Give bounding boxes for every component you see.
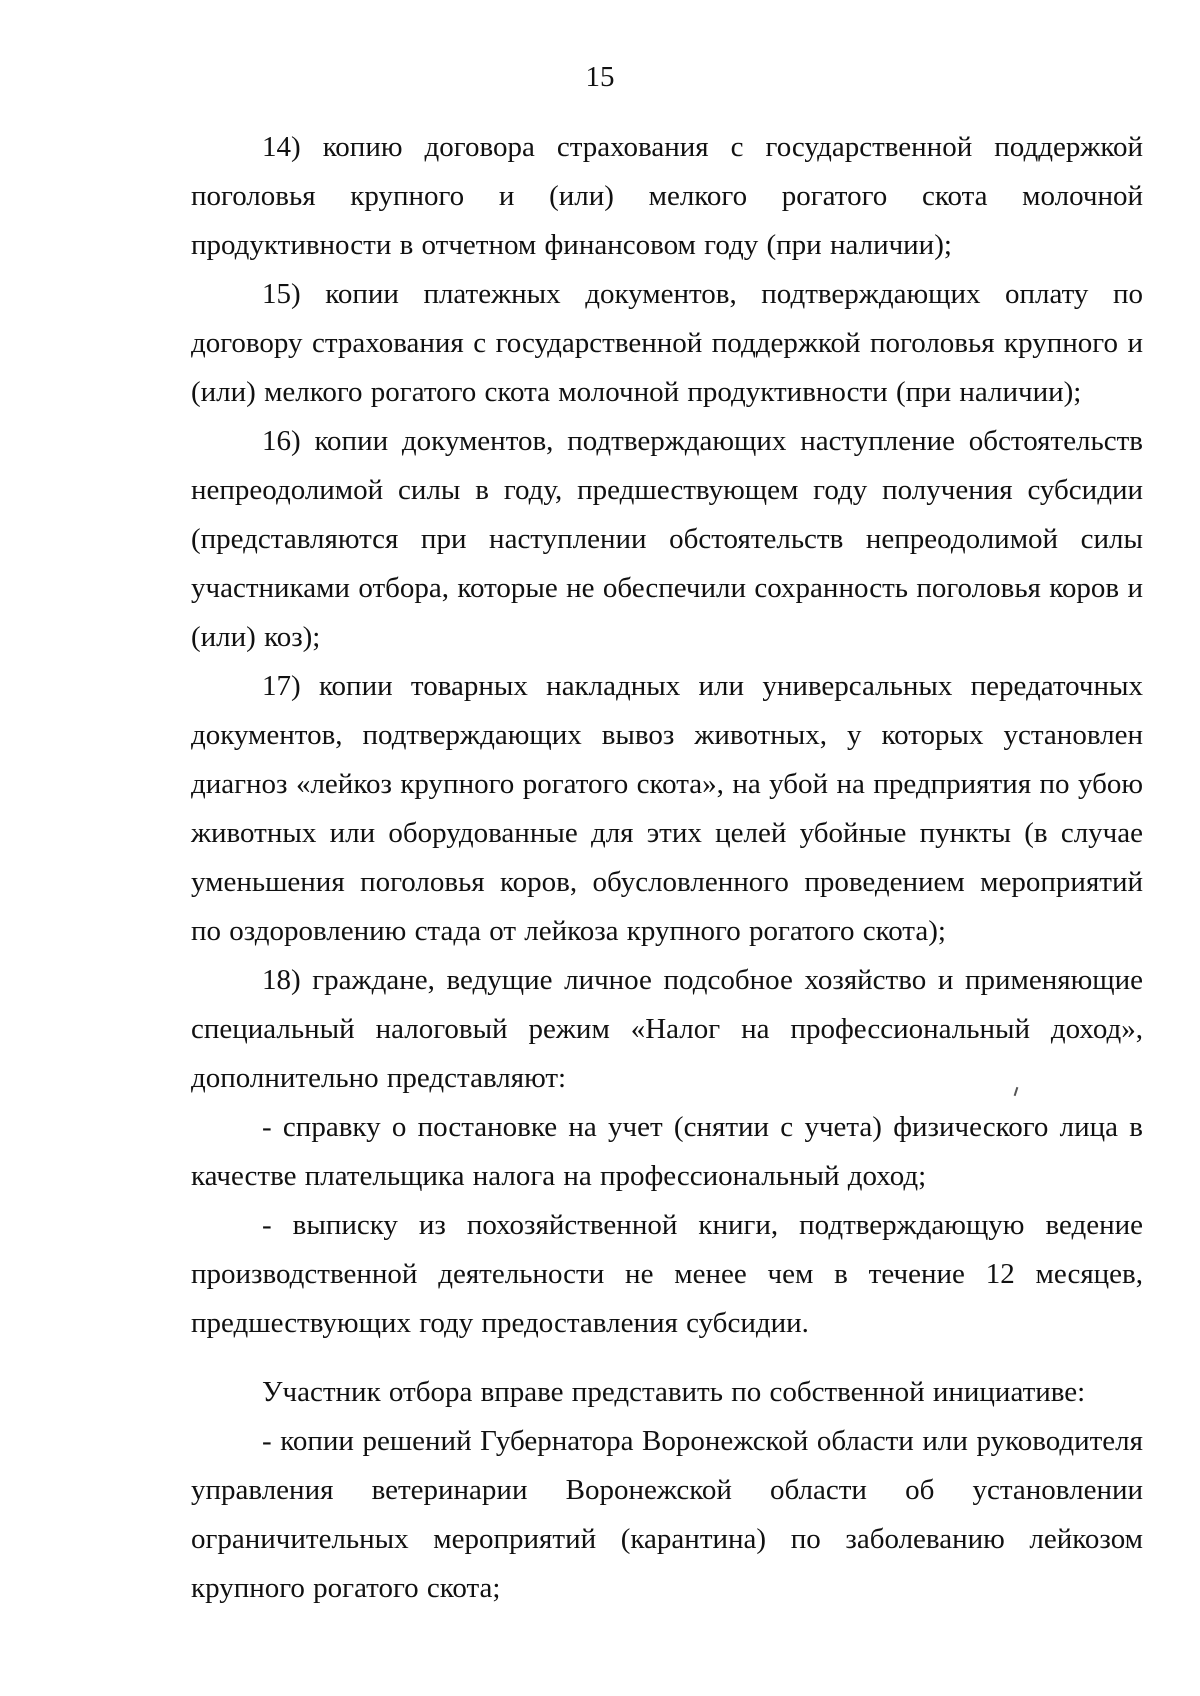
paragraph-item-17: 17) копии товарных накладных или универсальных передаточных документов, подтверждающих вывоз животных, у которых установлен диагноз «лейкоз крупного рогатого скота», на убой на предприятия по убою животных или оборудованные для этих целей убойные пункты (в случае уменьшения поголовья коров, обусловленного проведением мероприятий по оздоровлению стада от лейкоза крупного рогатого скота); — [191, 670, 1143, 947]
paragraph-item-18: 18) граждане, ведущие личное подсобное хозяйство и применяющие специальный налоговый режим «Налог на профессиональный доход», дополнительно представляют: — [191, 964, 1143, 1094]
page-number: 15 — [585, 61, 615, 93]
paragraph-bullet-household-book-extract: - выписку из похозяйственной книги, подтверждающую ведение производственной деятельности не менее чем в течение 12 месяцев, предшествующих году предоставления субсидии. — [191, 1209, 1143, 1339]
paragraph-bullet-tax-certificate: - справку о постановке на учет (снятии с учета) физического лица в качестве плательщика налога на профессиональный доход; — [191, 1111, 1143, 1192]
paragraph-item-15: 15) копии платежных документов, подтверждающих оплату по договору страхования с государственной поддержкой поголовья крупного и (или) мелкого рогатого скота молочной продуктивности (при наличии); — [191, 278, 1143, 408]
paragraph-item-14: 14) копию договора страхования с государственной поддержкой поголовья крупного и (или) мелкого рогатого скота молочной продуктивности в отчетном финансовом году (при наличии); — [191, 131, 1143, 261]
paragraph-optional-documents-intro: Участник отбора вправе представить по собственной инициативе: — [262, 1376, 1086, 1408]
paragraph-bullet-governor-decisions: - копии решений Губернатора Воронежской области или руководителя управления ветеринарии Воронежской области об установлении ограничительных мероприятий (карантина) по заболеванию лейкозом крупного рогатого скота; — [191, 1425, 1143, 1604]
document-body — [191, 123, 1143, 1613]
paragraph-item-16: 16) копии документов, подтверждающих наступление обстоятельств непреодолимой силы в году, предшествующем году получения субсидии (представляются при наступлении обстоятельств непреодолимой силы участниками отбора, которые не обеспечили сохранность поголовья коров и (или) коз); — [191, 425, 1143, 653]
